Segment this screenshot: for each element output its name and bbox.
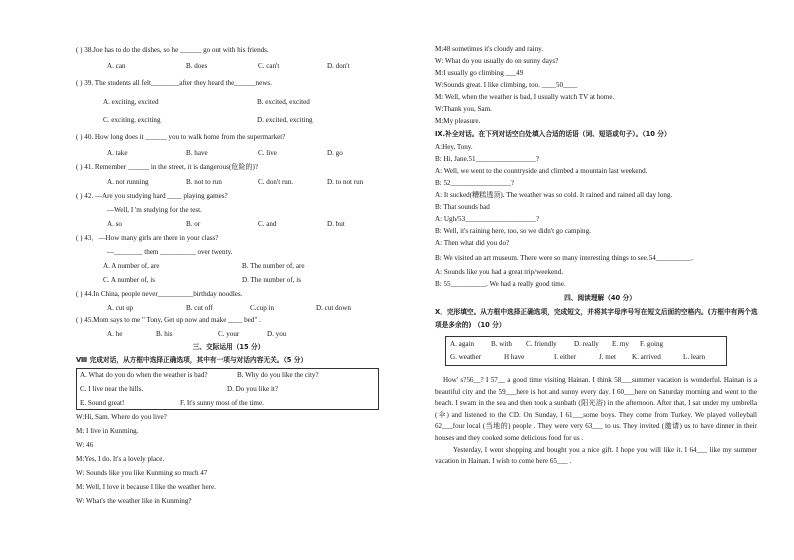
question-38: ( ) 38.Joe has to do the dishes, so he ______ go out with his friends. xyxy=(76,46,269,54)
dialog2-line: A: Well, we went to the countryside and climbed a mountain last weekend. xyxy=(435,167,648,175)
word-option: H have xyxy=(504,353,525,361)
dialog-line: M: I live in Kunming. xyxy=(76,427,139,435)
dialog2-line-51: B: Hi, Jane.51_________________? xyxy=(435,155,540,163)
word-option: I. either xyxy=(554,353,577,361)
dialog2-line-53: A: Ugh/53____________________? xyxy=(435,215,540,223)
dialog-line: W: What's the weather like in Kunming? xyxy=(76,497,192,505)
word-option: C. friendly xyxy=(526,340,557,348)
passage-paragraph: How' s?56__? I 57__ a good time visiting Hainan. I think 58___summer vacation is wonderful. Hainan is a beautiful city and the 59___here is hot and sunny every day. I 60___here on Saturday morning and went to the beach. I swam in the sea and then took a sunbath (阳光浴) in the afternoon. After that, I sat under my umbrella (伞) and listened to the CD. On Sunday, I 61___some boys. They come from Turkey. We played volleyball 62___four local (当地的) people . They were very 63___ to us. They invited (邀请) us to have dinner in their houses and they cooked some delicious food for us . xyxy=(435,376,757,442)
option-b[interactable]: B. have xyxy=(186,149,208,157)
dialog-line-48: M:48 sometimes it's cloudy and rainy. xyxy=(435,45,543,53)
cloze-passage xyxy=(435,375,757,468)
option-d[interactable]: D. you xyxy=(267,330,287,338)
dialog2-line: A: Then what did you do? xyxy=(435,239,510,247)
options-39b xyxy=(76,116,381,125)
question-41: ( ) 41. Remember ______ in the street, it is dangerous(危险的)? xyxy=(76,163,259,171)
options-39a xyxy=(76,98,381,107)
dialog-line-50: W:Sounds great. I like climbing, too. ____50____ xyxy=(435,81,578,89)
option-d[interactable]: D. but xyxy=(327,220,345,228)
word-option: F. going xyxy=(640,340,664,348)
option-c[interactable]: C. and xyxy=(258,220,277,228)
dialog-line-49: M:I usually go climbing ___49 xyxy=(435,69,524,77)
option-c[interactable]: C. A number of, is xyxy=(103,276,156,284)
section-viii-instructions: Ⅷ 完成对话，从方框中选择正确选项，其中有一项与对话内容无关。（5 分） xyxy=(76,356,308,364)
options-box-viii xyxy=(76,368,379,410)
option-a[interactable]: A. not running xyxy=(107,178,149,186)
option-b[interactable]: B. or xyxy=(186,220,201,228)
option-c[interactable]: C. your xyxy=(218,330,240,338)
question-40: ( ) 40. How long does it ______ you to walk home from the supermarket? xyxy=(76,133,286,141)
section-x-instructions: X．完形填空。从方框中选择正确选项，完成短文，并将其字母序号写在短文后面的空格内。(方框中有两个选项是多余的) （10 分） xyxy=(435,308,758,329)
option-b[interactable]: B. cut off xyxy=(186,304,213,312)
dialog2-line: B: Well, it's raining here, too, so we didn't go camping. xyxy=(435,227,591,235)
box-option-c: C. I live near the hills. xyxy=(80,385,144,393)
word-option: K. arrived xyxy=(632,353,661,361)
dialog-line: M:Yes, I do. It's a lovely place. xyxy=(76,455,165,463)
option-a[interactable]: A. take xyxy=(107,149,128,157)
option-b[interactable]: B. does xyxy=(186,62,208,70)
dialog-line: M: Well, when the weather is bad, I usually watch TV at home. xyxy=(435,93,615,101)
word-option: G. weather xyxy=(450,353,482,361)
word-option: B. with xyxy=(491,340,512,348)
option-c[interactable]: C. exciting, exciting xyxy=(103,116,161,124)
dialog-line-46: W: 46 xyxy=(76,441,94,449)
dialog2-line-55: B: 55__________. We had a really good time. xyxy=(435,280,566,288)
box-option-b: B. Why do you like the city? xyxy=(237,371,319,379)
option-c[interactable]: C.cup in xyxy=(250,304,275,312)
options-45 xyxy=(76,330,381,339)
options-43b xyxy=(76,276,381,285)
dialog-line: W:Thank you, Sam. xyxy=(435,105,492,113)
word-option: L. learn xyxy=(683,353,706,361)
option-a[interactable]: A. so xyxy=(107,220,122,228)
dialog2-line: A: Sounds like you had a great trip/weekend. xyxy=(435,268,564,276)
option-b[interactable]: B. The number of, are xyxy=(242,262,305,270)
options-box-x xyxy=(445,336,727,366)
dialog-line: W: What do you usually do on sunny days? xyxy=(435,57,559,65)
passage-paragraph: Yesterday, I went shopping and bought you a nice gift. I hope you will like it. I 64___ like my summer vacation in Hainan. I wish to come here 65___ . xyxy=(435,445,757,466)
question-39: ( ) 39. The students all felt________after they heard the______news. xyxy=(76,79,272,87)
dialog2-line: B: That sounds bad xyxy=(435,203,490,211)
section-3-heading: 三、交际运用（15 分） xyxy=(192,343,265,351)
option-d[interactable]: D. to not run xyxy=(327,178,364,186)
question-43: ( ) 43．—How many girls are there in your class? xyxy=(76,234,219,242)
question-42-reply: —Well, I 'm studying for the test. xyxy=(107,206,202,214)
option-a[interactable]: A. exciting, excited xyxy=(103,98,159,106)
question-43-reply: —________ them __________ over twenty. xyxy=(107,248,233,256)
option-a[interactable]: A. A number of, are xyxy=(103,262,160,270)
option-a[interactable]: A. he xyxy=(107,330,123,338)
dialog2-line-54: B: We visited an art museum. There were so many interesting things to see.54__________. xyxy=(435,254,694,262)
option-d[interactable]: D. cut down xyxy=(316,304,351,312)
section-4-heading: 四、阅读理解（40 分） xyxy=(564,294,636,302)
option-b[interactable]: B. his xyxy=(156,330,173,338)
option-c[interactable]: C. live xyxy=(258,149,277,157)
options-41 xyxy=(76,178,381,187)
box-option-e: E. Sound great! xyxy=(80,399,125,407)
option-c[interactable]: C. don't run. xyxy=(258,178,294,186)
option-a[interactable]: A. can xyxy=(107,62,126,70)
word-option: J. met xyxy=(599,353,616,361)
word-option: E. my xyxy=(612,340,629,348)
option-d[interactable]: D. The number of, is xyxy=(242,276,301,284)
question-44: ( ) 44.In China, people never__________birthday noodles. xyxy=(76,290,243,298)
word-option: D. really xyxy=(574,340,599,348)
box-option-f: F. It's sunny most of the time. xyxy=(180,399,264,407)
dialog2-line-52: B: 52_________________? xyxy=(435,179,515,187)
option-d[interactable]: D. go xyxy=(327,149,343,157)
options-38 xyxy=(76,62,381,71)
options-43a xyxy=(76,262,381,271)
option-d[interactable]: D. excited, exciting xyxy=(257,116,313,124)
box-option-a: A. What do you do when the weather is bad? xyxy=(80,371,208,379)
option-b[interactable]: B. not to run xyxy=(186,178,222,186)
dialog2-line: A: It sucked(糟糕透顶). The weather was so cold. It rained and rained all day long. xyxy=(435,191,673,199)
option-b[interactable]: B. excited, excited xyxy=(257,98,310,106)
option-a[interactable]: A. cut up xyxy=(107,304,134,312)
word-option: A. again xyxy=(450,340,475,348)
dialog-line-47: W: Sounds like you like Kunming so much 47 xyxy=(76,469,208,477)
options-40 xyxy=(76,149,381,158)
dialog2-line: A:Hey, Tony. xyxy=(435,143,473,151)
option-d[interactable]: D. don't xyxy=(327,62,350,70)
question-42: ( ) 42. —Are you studying hard ____ playing games? xyxy=(76,192,228,200)
section-ix-instructions: Ⅸ.补全对话。在下列对话空白处填入合适的话语（词、短语或句子）。（10 分） xyxy=(435,130,671,138)
option-c[interactable]: C. can't xyxy=(258,62,280,70)
dialog-line: W:Hi, Sam. Where do you live? xyxy=(76,413,167,421)
dialog-line: M:My pleasure. xyxy=(435,117,481,125)
options-44 xyxy=(76,304,381,313)
options-42 xyxy=(76,220,381,229)
box-option-d: D. Do you like it? xyxy=(227,385,279,393)
question-45: ( ) 45.Mom says to me " Tony, Get up now and make ____ bed" . xyxy=(76,316,261,324)
dialog-line: M: Well, I love it because I like the weather here. xyxy=(76,483,216,491)
